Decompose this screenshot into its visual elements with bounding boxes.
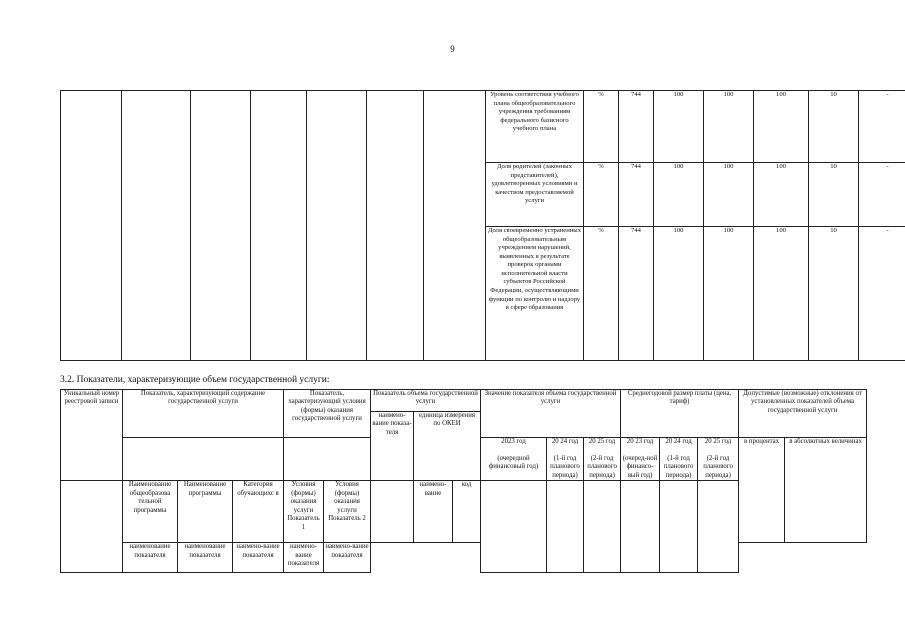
fee-2024-header	[660, 438, 698, 481]
year-2023-header	[481, 438, 547, 481]
blank-cell	[481, 481, 547, 573]
blank-cell	[61, 481, 123, 573]
quality-indicators-table	[60, 90, 905, 361]
unit-okei-header: единица измерения по ОКЕИ	[414, 412, 481, 481]
program-header: Наименование общеобразова тельной программы	[123, 481, 178, 543]
condition-1-header: Условия (формы) оказания услуги Показатель 1	[284, 481, 324, 543]
indicator-name-label: наимено-вание показателя	[284, 543, 324, 573]
year-2025-header	[584, 438, 621, 481]
okei-cell: 744	[619, 163, 654, 227]
condition-2-header: Условия (формы) оказания услуги Показатель 2	[324, 481, 371, 543]
table-row	[61, 91, 905, 163]
year-label: 20 25 год	[588, 438, 616, 445]
blank-cell	[191, 91, 251, 361]
deviation-absolute-header: в абсолютных величинах	[785, 438, 867, 543]
year-sub: (очередной финансовый год)	[488, 454, 539, 471]
blank-cell	[371, 481, 414, 543]
blank-cell	[414, 543, 453, 573]
year-label: 20 24 год	[665, 438, 692, 445]
year-label: 2023 год	[501, 438, 526, 445]
indicator-name-label: наименование показателя	[178, 543, 233, 573]
deviation-absolute-cell: -	[859, 91, 905, 163]
unit-cell: %	[584, 163, 619, 227]
year-label: 20 25 год	[704, 438, 732, 445]
value-cell: 100	[654, 227, 704, 361]
indicator-name: Уровень соответствия учебного плана общеобразовательного учреждения требованиям федерального базисного учебного плана	[486, 91, 584, 163]
indicator-name-header: наимено-вание показа-теля	[371, 412, 414, 481]
year-label: 20 24 год	[551, 438, 579, 445]
volume-indicators-table	[60, 389, 867, 573]
fee-header: Среднегодовой размер платы (цена, тариф)	[621, 390, 739, 438]
fee-2023-header	[621, 438, 660, 481]
blank-cell	[123, 438, 284, 481]
indicator-name-label: наимено-вание показателя	[324, 543, 371, 573]
volume-value-header: Значение показателя объема государственной услуги	[481, 390, 621, 438]
blank-cell	[547, 481, 584, 573]
value-cell: 100	[654, 91, 704, 163]
unit-code-header: код	[453, 481, 481, 543]
year-sub: (2-й год планового периода)	[703, 454, 733, 479]
unique-number-header: Уникальный номер реестровой записи	[61, 390, 123, 481]
indicator-name-label: наименование показателя	[123, 543, 178, 573]
unit-cell: %	[584, 227, 619, 361]
blank-cell	[584, 481, 621, 573]
unit-name-header: наимено-вание	[414, 481, 453, 543]
blank-cell	[371, 543, 414, 573]
deviation-percent-cell: 10	[809, 163, 859, 227]
value-cell: 100	[754, 91, 809, 163]
deviation-absolute-cell: -	[859, 163, 905, 227]
deviation-absolute-cell: -	[859, 227, 905, 361]
deviation-percent-header: в процентах	[739, 438, 785, 543]
deviation-header: Допустимые (возможные) отклонения от установленных показателей объема государственной услуги	[739, 390, 867, 438]
deviation-percent-cell: 10	[809, 91, 859, 163]
year-sub: (2-й год планового периода)	[587, 454, 617, 479]
okei-cell: 744	[619, 227, 654, 361]
blank-cell	[122, 91, 191, 361]
indicator-name-label: наимено-вание показателя	[233, 543, 284, 573]
year-label: 20 23 год	[626, 438, 654, 445]
unit-cell: %	[584, 91, 619, 163]
blank-cell	[660, 481, 698, 573]
value-cell: 100	[704, 91, 754, 163]
value-cell: 100	[754, 227, 809, 361]
deviation-percent-cell: 10	[809, 227, 859, 361]
value-cell: 100	[654, 163, 704, 227]
value-cell: 100	[704, 227, 754, 361]
year-sub: (очеред-ной финансо-вый год)	[622, 454, 658, 479]
blank-cell	[453, 543, 481, 573]
okei-cell: 744	[619, 91, 654, 163]
indicator-name: Доля родителей (законных представителей), удовлетворенных условиями и качеством предоставляемой услуги	[486, 163, 584, 227]
blank-cell	[61, 91, 122, 361]
table-row	[61, 543, 867, 573]
blank-cell	[251, 91, 307, 361]
section-caption: 3.2. Показатели, характеризующие объем государственной услуги:	[60, 375, 330, 385]
blank-cell	[367, 91, 424, 361]
conditions-indicator-header: Показатель, характеризующий условия (формы) оказания государственной услуги	[284, 390, 371, 438]
page-number: 9	[450, 44, 455, 54]
volume-indicator-header: Показатель объема государственной услуги	[371, 390, 481, 412]
blank-cell	[284, 438, 371, 481]
year-sub: (1-й год планового периода)	[550, 454, 580, 479]
category-header: Категория обучающихс я	[233, 481, 284, 543]
year-sub: (1-й год планового периода)	[663, 454, 694, 479]
blank-cell	[621, 481, 660, 573]
year-2024-header	[547, 438, 584, 481]
blank-cell	[698, 481, 739, 573]
value-cell: 100	[754, 163, 809, 227]
blank-cell	[307, 91, 367, 361]
table-row	[61, 390, 867, 412]
blank-cell	[424, 91, 486, 361]
indicator-name: Доля своевременно устраненных общеобразовательным учреждением нарушений, выявленных в результате проверок органами исполнительной власти субъектов Российской Федерации, осуществляющими функции по контролю и надзору в сфере образования	[486, 227, 584, 361]
content-indicator-header: Показатель, характеризующий содержание государственной услуги	[123, 390, 284, 438]
program-name-header: Наименование программы	[178, 481, 233, 543]
fee-2025-header	[698, 438, 739, 481]
value-cell: 100	[704, 163, 754, 227]
